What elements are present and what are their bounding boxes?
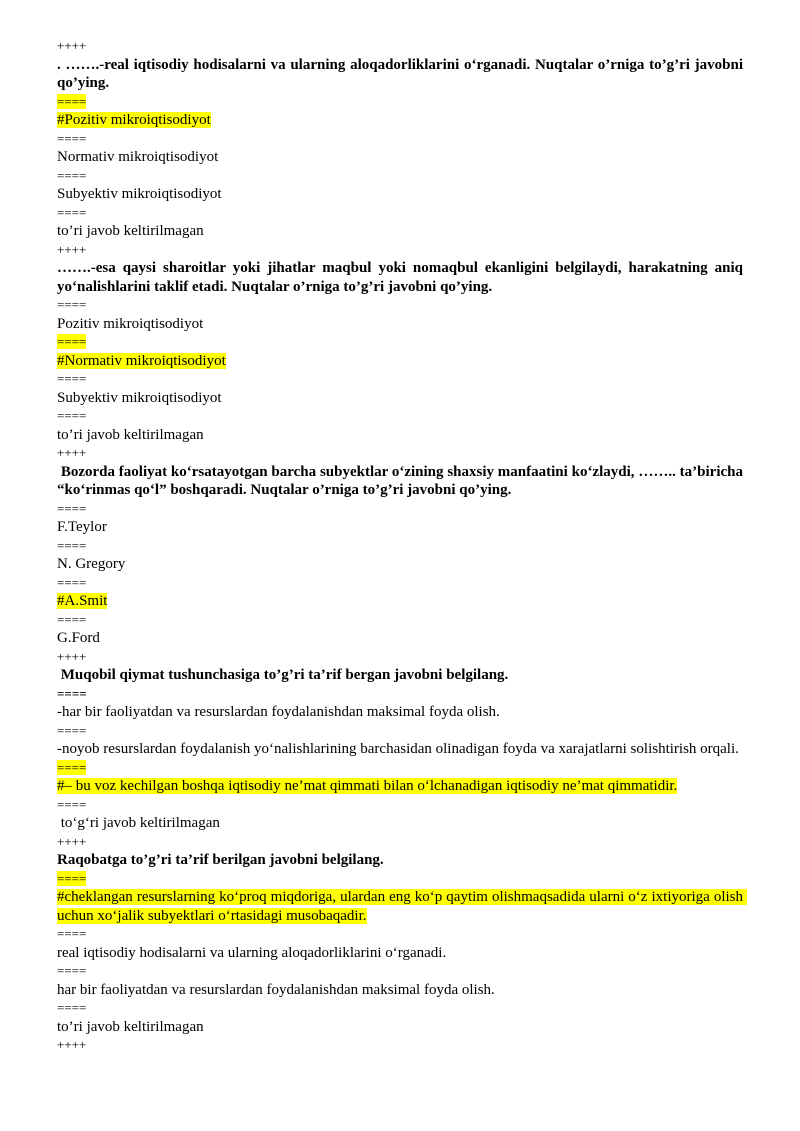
answer-option-correct: #Normativ mikroiqtisodiyot	[57, 352, 226, 369]
answer-option-correct: #A.Smit	[57, 593, 108, 609]
option-separator: ====	[57, 93, 87, 109]
option-separator: ====	[57, 574, 87, 590]
document-body	[57, 37, 747, 1055]
answer-option: -har bir faoliyatdan va resurslardan foydalanishdan maksimal foyda olish.	[57, 704, 500, 720]
option-separator: ====	[57, 611, 87, 627]
question-separator: ++++	[57, 445, 87, 460]
question-text: Muqobil qiymat tushunchasiga to’g’ri ta’rif bergan javobni belgilang.	[57, 667, 509, 683]
option-separator: ====	[57, 297, 87, 312]
option-separator: ====	[57, 759, 87, 775]
option-separator: ====	[57, 870, 87, 886]
question-separator: ++++	[57, 241, 87, 257]
question-separator: ++++	[57, 833, 87, 849]
answer-option-correct: #Pozitiv mikroiqtisodiyot	[57, 112, 211, 128]
option-separator: ====	[57, 537, 87, 553]
answer-option: real iqtisodiy hodisalarni va ularning aloqadorliklarini o‘rganadi.	[57, 944, 447, 961]
answer-option-correct: #cheklangan resurslarning ko‘proq miqdoriga, ulardan eng ko‘p qaytim olishmaqsadida ularni o‘z ixtiyoriga olish uchun xo‘jalik subyektlari o‘rtasidagi musobaqadir.	[57, 889, 747, 924]
question-text: …….-esa qaysi sharoitlar yoki jihatlar maqbul yoki nomaqbul ekanligini belgilaydi, harakatning aniq yo‘nalishlarini taklif etadi. Nuqtalar o’rniga to’g’ri javobni qo’ying.	[57, 260, 747, 295]
option-separator: ====	[57, 796, 87, 812]
option-separator: ====	[57, 926, 87, 941]
option-separator: ====	[57, 167, 87, 183]
option-separator: ====	[57, 685, 87, 701]
option-separator: ====	[57, 371, 87, 386]
option-separator: ====	[57, 722, 87, 738]
question-separator: ++++	[57, 1037, 87, 1052]
option-separator: ====	[57, 334, 87, 349]
answer-option: to’ri javob keltirilmagan	[57, 1018, 204, 1035]
answer-option: -noyob resurslardan foydalanish yo‘nalishlarining barchasidan olinadigan foyda va xarajatlarni solishtirish orqali.	[57, 741, 739, 757]
answer-option-correct: #– bu voz kechilgan boshqa iqtisodiy ne’mat qimmati bilan o‘lchanadigan iqtisodiy ne’mat qimmatidir.	[57, 778, 678, 794]
question-separator: ++++	[57, 38, 87, 53]
answer-option: Subyektiv mikroiqtisodiyot	[57, 186, 222, 202]
answer-option: Normativ mikroiqtisodiyot	[57, 149, 219, 165]
option-separator: ====	[57, 1000, 87, 1015]
answer-option: to‘g‘ri javob keltirilmagan	[57, 815, 220, 831]
option-separator: ====	[57, 130, 87, 146]
question-separator: ++++	[57, 648, 87, 664]
option-separator: ====	[57, 408, 87, 423]
answer-option: to’ri javob keltirilmagan	[57, 223, 204, 239]
option-separator: ====	[57, 963, 87, 978]
option-separator: ====	[57, 500, 87, 516]
answer-option: N. Gregory	[57, 556, 126, 572]
answer-option: Pozitiv mikroiqtisodiyot	[57, 315, 204, 332]
question-text: Bozorda faoliyat ko‘rsatayotgan barcha subyektlar o‘zining shaxsiy manfaatini ko‘zlaydi, …….. ta’biricha “ko‘rinmas qo‘l” boshqaradi. Nuqtalar o’rniga to’g’ri javobni qo’ying.	[57, 463, 747, 498]
answer-option: G.Ford	[57, 630, 100, 646]
answer-option: F.Teylor	[57, 519, 107, 535]
answer-option: har bir faoliyatdan va resurslardan foydalanishdan maksimal foyda olish.	[57, 981, 495, 998]
question-text: Raqobatga to’g’ri ta’rif berilgan javobni belgilang.	[57, 852, 384, 868]
answer-option: to’ri javob keltirilmagan	[57, 426, 204, 443]
question-text: . …….-real iqtisodiy hodisalarni va ularning aloqadorliklarini o‘rganadi. Nuqtalar o’rniga to’g’ri javobni qo’ying.	[57, 56, 747, 91]
answer-option: Subyektiv mikroiqtisodiyot	[57, 389, 222, 406]
option-separator: ====	[57, 204, 87, 220]
